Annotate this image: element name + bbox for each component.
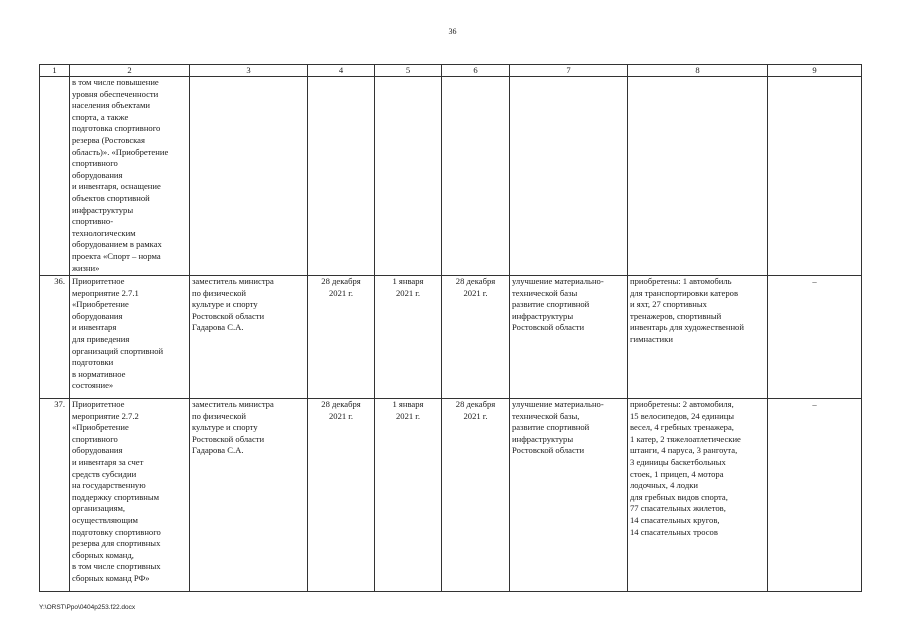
table-row — [40, 399, 862, 592]
date-end-cell: 28 декабря 2021 г. — [442, 276, 510, 399]
result-cell: улучшение материально- технической базы развитие спортивной инфраструктуры Ростовской области — [510, 276, 628, 399]
date-end-cell: 28 декабря 2021 г. — [442, 399, 510, 592]
column-header: 3 — [190, 65, 308, 77]
row-number-cell: 37. — [40, 399, 70, 592]
note-cell: – — [768, 276, 862, 399]
column-header: 1 — [40, 65, 70, 77]
details-cell: приобретены: 1 автомобиль для транспортировки катеров и яхт, 27 спортивных тренажеров, спортивный инвентарь для художественной гимнастики — [628, 276, 768, 399]
row-number-cell — [40, 77, 70, 276]
event-name-cell: в том числе повышение уровня обеспеченности населения объектами спорта, а также подготовка спортивного резерва (Ростовская область)». «Приобретение спортивного оборудования и инвентаря, оснащение объектов спортивной инфраструктуры спортивно- технологическим оборудованием в рамках проекта «Спорт – норма жизни» — [70, 77, 190, 276]
date-start-cell: 28 декабря 2021 г. — [308, 276, 375, 399]
column-header: 7 — [510, 65, 628, 77]
report-table — [39, 64, 862, 592]
responsible-cell: заместитель министра по физической культуре и спорту Ростовской области Гадарова С.А. — [190, 276, 308, 399]
row-number-cell: 36. — [40, 276, 70, 399]
column-number-row — [40, 65, 862, 77]
column-header: 2 — [70, 65, 190, 77]
responsible-cell: заместитель министра по физической культуре и спорту Ростовской области Гадарова С.А. — [190, 399, 308, 592]
note-cell: – — [768, 399, 862, 592]
date-mid-cell: 1 января 2021 г. — [375, 399, 442, 592]
date-start-cell: 28 декабря 2021 г. — [308, 399, 375, 592]
column-header: 6 — [442, 65, 510, 77]
column-header: 4 — [308, 65, 375, 77]
table-row — [40, 276, 862, 399]
column-header: 9 — [768, 65, 862, 77]
continuation-row — [40, 77, 862, 276]
column-header: 8 — [628, 65, 768, 77]
document-path-footer: Y:\ORST\Ppo\0404p253.f22.docx — [39, 604, 136, 611]
result-cell: улучшение материально- технической базы, развитие спортивной инфраструктуры Ростовской области — [510, 399, 628, 592]
event-name-cell: Приоритетное мероприятие 2.7.2 «Приобретение спортивного оборудования и инвентаря за счет средств субсидии на государственную поддержку спортивным организациям, осуществляющим подготовку спортивного резерва для спортивных сборных команд, в том числе спортивных сборных команд РФ» — [70, 399, 190, 592]
details-cell: приобретены: 2 автомобиля, 15 велосипедов, 24 единицы весел, 4 гребных тренажера, 1 катер, 2 тяжелоатлетические штанги, 4 паруса, 3 рангоута, 3 единицы баскетбольных стоек, 1 прицеп, 4 мотора лодочных, 4 лодки для гребных видов спорта, 77 спасательных жилетов, 14 спасательных кругов, 14 спасательных тросов — [628, 399, 768, 592]
date-mid-cell: 1 января 2021 г. — [375, 276, 442, 399]
event-name-cell: Приоритетное мероприятие 2.7.1 «Приобретение оборудования и инвентаря для приведения организаций спортивной подготовки в нормативное состояние» — [70, 276, 190, 399]
page-number: 36 — [448, 27, 457, 36]
column-header: 5 — [375, 65, 442, 77]
